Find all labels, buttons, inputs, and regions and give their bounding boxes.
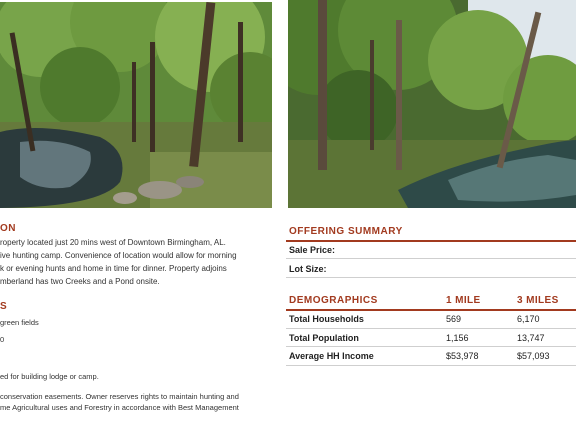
lot-size-label: Lot Size: bbox=[289, 264, 327, 274]
population-label: Total Population bbox=[289, 333, 359, 343]
highlights-heading: S bbox=[0, 301, 8, 312]
sale-price-label: Sale Price: bbox=[289, 245, 336, 255]
highlight-line: conservation easements. Owner reserves rights to maintain hunting and bbox=[0, 392, 239, 401]
property-photo-creek bbox=[0, 2, 272, 208]
offering-summary-heading: OFFERING SUMMARY bbox=[289, 226, 403, 237]
row-divider bbox=[286, 277, 576, 278]
population-1-mile: 1,156 bbox=[446, 333, 469, 343]
column-header-1-mile: 1 MILE bbox=[446, 295, 481, 306]
highlight-line: me Agricultural uses and Forestry in accordance with Best Management bbox=[0, 403, 239, 412]
demographics-heading-rule bbox=[286, 309, 576, 311]
households-1-mile: 569 bbox=[446, 314, 462, 324]
description-line: k or evening hunts and home in time for dinner. Property adjoins bbox=[0, 264, 227, 273]
row-divider bbox=[286, 328, 576, 329]
description-line: roperty located just 20 mins west of Downtown Birmingham, AL. bbox=[0, 238, 226, 247]
demographics-heading: DEMOGRAPHICS bbox=[289, 295, 378, 306]
description-line: ive hunting camp. Convenience of location would allow for morning bbox=[0, 251, 237, 260]
row-divider bbox=[286, 346, 576, 347]
highlight-line: green fields bbox=[0, 318, 39, 327]
row-divider bbox=[286, 258, 576, 259]
population-3-miles: 13,747 bbox=[517, 333, 545, 343]
row-divider bbox=[286, 365, 576, 366]
income-1-mile: $53,978 bbox=[446, 351, 479, 361]
description-line: mberland has two Creeks and a Pond onsite. bbox=[0, 277, 160, 286]
income-label: Average HH Income bbox=[289, 351, 374, 361]
highlight-line: 0 bbox=[0, 335, 5, 344]
households-3-miles: 6,170 bbox=[517, 314, 540, 324]
highlight-line: ed for building lodge or camp. bbox=[0, 372, 99, 381]
column-header-3-miles: 3 MILES bbox=[517, 295, 559, 306]
households-label: Total Households bbox=[289, 314, 364, 324]
offering-heading-rule bbox=[286, 240, 576, 242]
income-3-miles: $57,093 bbox=[517, 351, 550, 361]
property-photo-pond bbox=[288, 0, 576, 208]
description-heading: ON bbox=[0, 223, 16, 234]
